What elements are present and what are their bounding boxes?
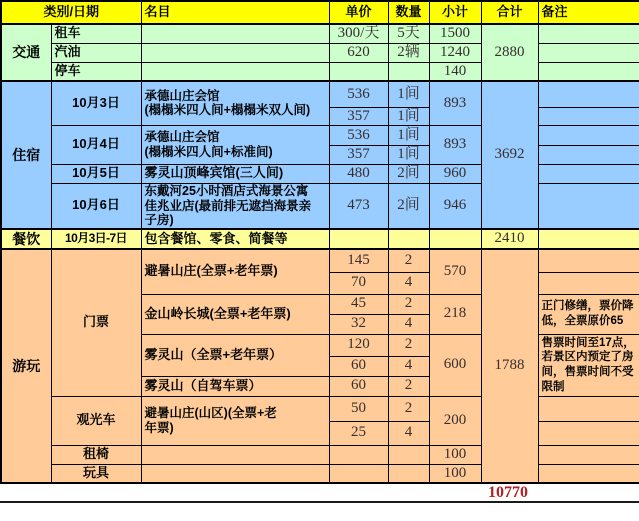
name-cell: 金山岭长城(全票+老年票) <box>141 294 329 334</box>
empty-name-cell <box>141 24 329 43</box>
price-cell: 25 <box>329 421 388 445</box>
qty-cell: 1间 <box>388 125 429 145</box>
qty-cell: 2 <box>388 249 429 272</box>
note-cell <box>538 464 639 483</box>
section-label-transport: 交通 <box>1 24 51 81</box>
header-unit-price: 单价 <box>329 1 388 24</box>
note-cell <box>538 24 639 43</box>
header-name: 名目 <box>141 1 329 24</box>
name-line-2: 年票) <box>144 420 174 435</box>
price-cell <box>329 62 388 81</box>
name-cell: 避暑山庄(全票+老年票) <box>141 249 329 294</box>
empty-name-cell <box>141 43 329 62</box>
date-cell: 10月4日 <box>51 125 141 164</box>
qty-cell: 2间 <box>388 183 429 229</box>
name-line-2: (榻榻米四人间+标准间) <box>144 144 273 159</box>
name-cell <box>141 81 329 125</box>
item-cell: 汽油 <box>51 43 141 62</box>
price-cell: 70 <box>329 272 388 294</box>
subtotal-cell: 893 <box>429 81 481 125</box>
qty-cell: 4 <box>388 421 429 445</box>
qty-cell: 1间 <box>388 81 429 107</box>
subtotal-cell: 960 <box>429 164 481 183</box>
price-cell: 357 <box>329 107 388 125</box>
table-row <box>1 229 639 249</box>
price-cell <box>329 464 388 483</box>
section-label-dining: 餐饮 <box>1 229 51 249</box>
header-quantity: 数量 <box>388 1 429 24</box>
date-cell: 10月3日-7日 <box>51 229 141 249</box>
note-cell <box>538 249 639 272</box>
qty-cell: 1间 <box>388 145 429 164</box>
qty-cell <box>388 62 429 81</box>
note-cell <box>538 107 639 125</box>
table-row <box>1 164 639 183</box>
header-row <box>1 1 639 24</box>
table-row <box>1 249 639 272</box>
table-row <box>1 24 639 43</box>
qty-cell <box>388 229 429 249</box>
table-row <box>1 43 639 62</box>
note-cell: 售票时间至17点，若景区内预定了房间，售票时间不受限制 <box>538 334 639 396</box>
subtotal-cell: 100 <box>429 464 481 483</box>
qty-cell: 4 <box>388 272 429 294</box>
subtotal-cell: 1500 <box>429 24 481 43</box>
name-cell: 雾灵山（全票+老年票） <box>141 334 329 376</box>
subtotal-cell <box>429 229 481 249</box>
subtotal-cell: 600 <box>429 334 481 396</box>
header-notes: 备注 <box>538 1 639 24</box>
qty-cell: 4 <box>388 356 429 376</box>
note-cell <box>538 62 639 81</box>
qty-cell: 2 <box>388 396 429 421</box>
note-cell: 正门修缮，票价降低，全票原价65 <box>538 294 639 334</box>
price-cell: 620 <box>329 43 388 62</box>
date-cell: 10月6日 <box>51 183 141 229</box>
subtotal-cell: 140 <box>429 62 481 81</box>
empty-name-cell <box>141 464 329 483</box>
date-cell: 10月3日 <box>51 81 141 125</box>
item-cell: 停车 <box>51 62 141 81</box>
price-cell: 480 <box>329 164 388 183</box>
name-cell: 雾灵山顶峰宾馆(三人间) <box>141 164 329 183</box>
section-label-leisure: 游玩 <box>1 249 51 483</box>
total-cell-lodging: 3692 <box>481 81 538 229</box>
subtotal-cell: 570 <box>429 249 481 294</box>
table-row <box>1 125 639 145</box>
subtotal-cell: 893 <box>429 125 481 164</box>
price-cell <box>329 445 388 464</box>
price-cell: 536 <box>329 125 388 145</box>
name-line-2: 佳兆业店(最前排无遮挡海景亲 <box>144 198 312 213</box>
name-line-1: 东戴河25小时酒店式海景公寓 <box>144 183 309 198</box>
date-cell: 10月5日 <box>51 164 141 183</box>
note-cell <box>538 183 639 229</box>
header-subtotal: 小计 <box>429 1 481 24</box>
qty-cell: 2 <box>388 334 429 356</box>
table-row <box>1 445 639 464</box>
name-line-3: 子房) <box>144 213 174 228</box>
item-cell: 玩具 <box>51 464 141 483</box>
qty-cell <box>388 445 429 464</box>
table-row <box>1 183 639 229</box>
name-line-1: 承德山庄会馆 <box>144 88 220 103</box>
total-cell-transport: 2880 <box>481 24 538 81</box>
price-cell: 120 <box>329 334 388 356</box>
empty-name-cell <box>141 62 329 81</box>
header-category-date: 类别/日期 <box>1 1 141 24</box>
subtotal-cell: 218 <box>429 294 481 334</box>
qty-cell: 2辆 <box>388 43 429 62</box>
table-row <box>1 81 639 107</box>
name-line-1: 避暑山庄(山区)(全票+老 <box>144 405 277 420</box>
price-cell: 50 <box>329 396 388 421</box>
grand-total-row <box>0 484 639 503</box>
price-cell: 60 <box>329 376 388 396</box>
total-cell-dining: 2410 <box>481 229 538 249</box>
qty-cell: 5天 <box>388 24 429 43</box>
table-row <box>1 396 639 421</box>
note-cell <box>538 229 639 249</box>
price-cell: 357 <box>329 145 388 164</box>
subcategory-tickets: 门票 <box>51 249 141 396</box>
note-cell <box>538 396 639 421</box>
note-cell <box>538 43 639 62</box>
subtotal-cell: 1240 <box>429 43 481 62</box>
header-total: 合计 <box>481 1 538 24</box>
note-cell <box>538 81 639 107</box>
name-cell <box>141 125 329 164</box>
qty-cell: 4 <box>388 314 429 334</box>
subtotal-cell: 946 <box>429 183 481 229</box>
item-cell: 租椅 <box>51 445 141 464</box>
name-line-1: 承德山庄会馆 <box>144 130 220 144</box>
price-cell: 45 <box>329 294 388 314</box>
total-cell-leisure: 1788 <box>481 249 538 483</box>
note-cell <box>538 125 639 145</box>
price-cell: 536 <box>329 81 388 107</box>
qty-cell: 2间 <box>388 164 429 183</box>
price-cell: 300/天 <box>329 24 388 43</box>
price-cell: 60 <box>329 356 388 376</box>
grand-total: 10770 <box>488 484 528 501</box>
price-cell: 473 <box>329 183 388 229</box>
subtotal-cell: 100 <box>429 445 481 464</box>
name-cell <box>141 396 329 445</box>
qty-cell: 1间 <box>388 107 429 125</box>
name-cell <box>141 183 329 229</box>
name-cell: 雾灵山（自驾车票） <box>141 376 329 396</box>
price-cell <box>329 229 388 249</box>
qty-cell: 2 <box>388 294 429 314</box>
name-line-2: (榻榻米四人间+榻榻米双人间) <box>144 103 311 118</box>
subtotal-cell: 200 <box>429 396 481 445</box>
price-cell: 32 <box>329 314 388 334</box>
table-row <box>1 464 639 483</box>
qty-cell <box>388 464 429 483</box>
name-cell: 包含餐馆、零食、简餐等 <box>141 229 329 249</box>
qty-cell: 2 <box>388 376 429 396</box>
price-cell: 145 <box>329 249 388 272</box>
note-cell <box>538 445 639 464</box>
table-row <box>1 62 639 81</box>
note-cell <box>538 272 639 294</box>
subcategory-bus: 观光车 <box>51 396 141 445</box>
section-label-lodging: 住宿 <box>1 81 51 229</box>
empty-name-cell <box>141 445 329 464</box>
item-cell: 租车 <box>51 24 141 43</box>
note-cell <box>538 145 639 164</box>
note-cell <box>538 421 639 445</box>
note-cell <box>538 164 639 183</box>
